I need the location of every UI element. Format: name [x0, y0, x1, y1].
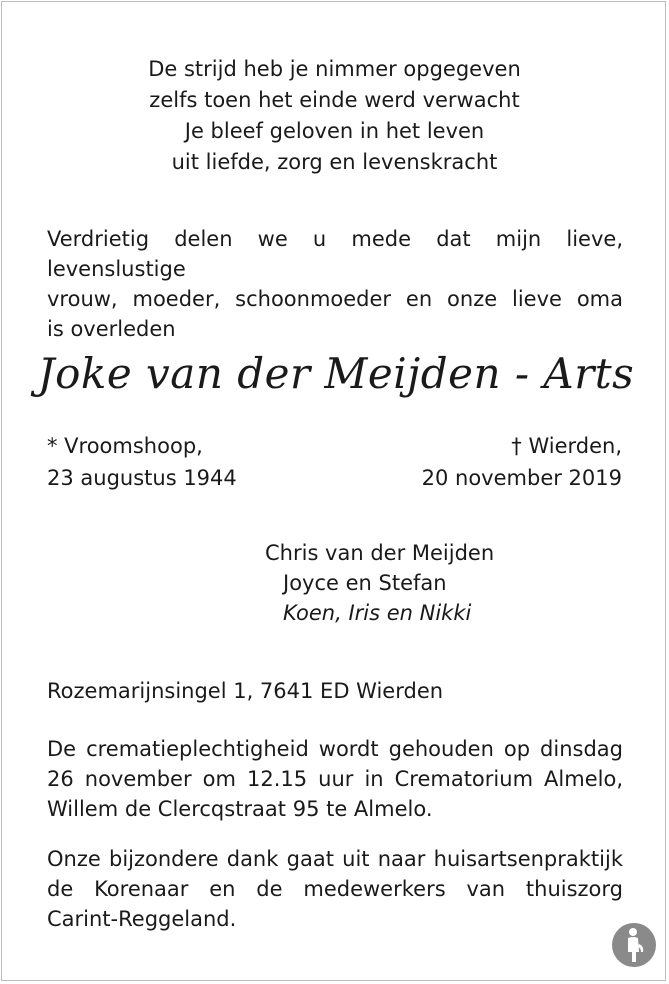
- thanks-line: Onze bijzondere dank gaat uit naar huisartsenpraktijk: [47, 847, 623, 871]
- family-list: [265, 538, 494, 628]
- poem-line: uit liefde, zorg en levenskracht: [171, 150, 498, 174]
- family-children: Joyce en Stefan: [283, 571, 447, 595]
- poem-line: De strijd heb je nimmer opgegeven: [148, 57, 521, 81]
- thanks-line: de Korenaar en de medewerkers van thuiszorg: [47, 877, 623, 901]
- announcement-line: vrouw, moeder, schoonmoeder en onze lieve oma: [47, 287, 623, 311]
- birth-date: 23 augustus 1944: [47, 466, 237, 490]
- thanks-line: Carint-Reggeland.: [47, 907, 237, 931]
- poem-line: Je bleef geloven in het leven: [184, 119, 485, 143]
- publisher-logo-icon: [611, 922, 657, 968]
- thanks-info: [47, 844, 623, 934]
- birth-info: [47, 430, 237, 494]
- death-info: [422, 430, 622, 494]
- announcement-line: is overleden: [47, 317, 176, 341]
- ceremony-info: [47, 734, 623, 824]
- family-spouse: Chris van der Meijden: [265, 541, 495, 565]
- announcement-text: [47, 224, 623, 344]
- birth-place: * Vroomshoop,: [47, 434, 203, 458]
- memorial-poem: [0, 54, 669, 178]
- ceremony-line: 26 november om 12.15 uur in Crematorium Almelo,: [47, 767, 623, 791]
- death-place: † Wierden,: [511, 434, 622, 458]
- family-grandchildren: Koen, Iris en Nikki: [283, 601, 472, 625]
- poem-line: zelfs toen het einde werd verwacht: [149, 88, 520, 112]
- home-address: Rozemarijnsingel 1, 7641 ED Wierden: [47, 679, 444, 703]
- announcement-line: Verdrietig delen we u mede dat mijn lieve, levenslustige: [47, 227, 623, 281]
- death-date: 20 november 2019: [421, 466, 622, 490]
- ceremony-line: Willem de Clercqstraat 95 te Almelo.: [47, 797, 433, 821]
- deceased-name: Joke van der Meijden - Arts: [37, 349, 635, 398]
- ceremony-line: De crematieplechtigheid wordt gehouden op dinsdag: [47, 737, 623, 761]
